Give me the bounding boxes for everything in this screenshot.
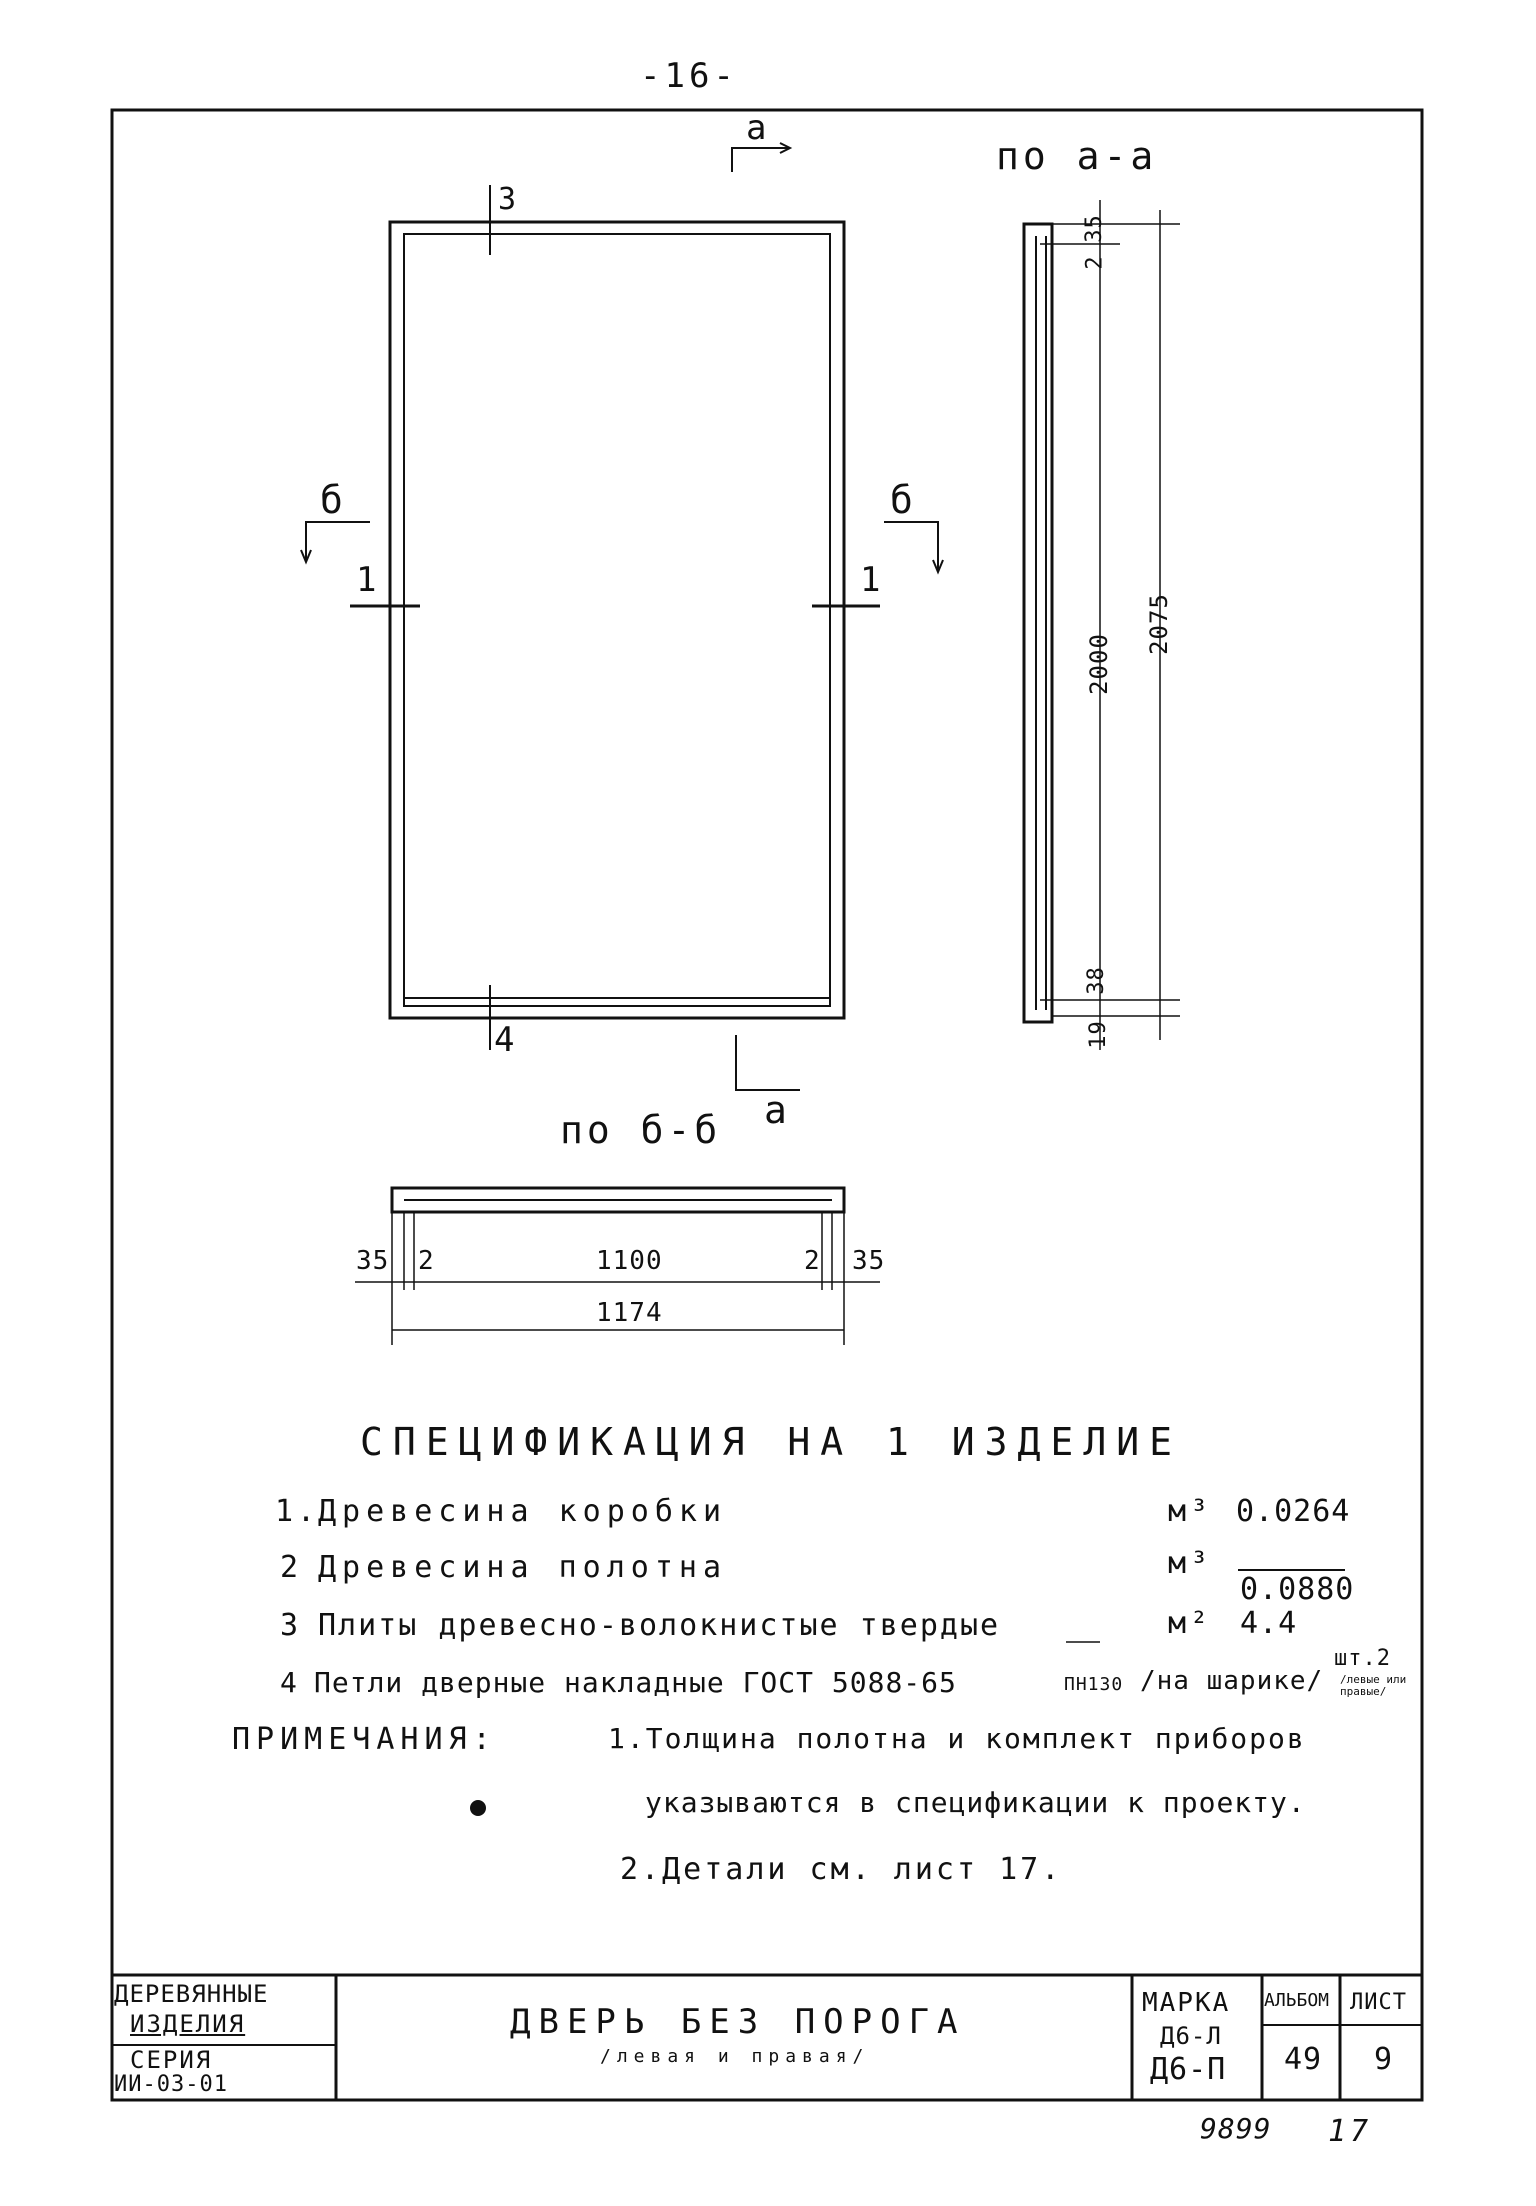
dim-bb-2-left: 2 xyxy=(418,1246,435,1276)
cut-a-bottom-label: а xyxy=(764,1088,791,1132)
spec-item-3-unit: м² xyxy=(1168,1606,1213,1641)
spec-item-2-unit: м³ xyxy=(1168,1546,1213,1581)
section-aa-title: по а-а xyxy=(996,134,1158,178)
tb-left-line-2: ИЗДЕЛИЯ xyxy=(130,2010,246,2038)
dim-aa-38: 38 xyxy=(1083,966,1109,995)
tb-col-mark: МАРКА xyxy=(1142,1988,1231,2018)
dim-bb-1100: 1100 xyxy=(596,1246,663,1276)
dim-aa-2075: 2075 xyxy=(1144,593,1173,655)
spec-item-1-value: 0.0264 xyxy=(1236,1494,1351,1529)
ink-dot xyxy=(470,1800,486,1816)
cut-a-top-label: а xyxy=(746,108,771,148)
notes-label: ПРИМЕЧАНИЯ: xyxy=(232,1722,497,1757)
dim-bb-2-right: 2 xyxy=(804,1246,821,1276)
tb-col-sheet: ЛИСТ xyxy=(1350,1990,1407,2015)
dim-aa-2: 2 xyxy=(1082,255,1108,270)
spec-item-1-name: Древесина коробки xyxy=(318,1494,728,1529)
spec-item-4-extra: /на шарике/ xyxy=(1140,1666,1324,1696)
spec-item-4-fraction: ПН130 xyxy=(1064,1674,1124,1695)
page-number: -16- xyxy=(640,56,738,96)
frame-label-1-left: 1 xyxy=(356,560,381,600)
spec-item-3-num: 3 xyxy=(280,1608,303,1643)
frame-label-1-right: 1 xyxy=(860,560,885,600)
dim-bb-1174: 1174 xyxy=(596,1298,663,1328)
spec-item-4-num: 4 xyxy=(280,1666,301,1699)
door-elevation xyxy=(301,143,943,1090)
tb-sheet: 9 xyxy=(1374,2042,1394,2077)
tb-left-line-3: СЕРИЯ xyxy=(130,2046,213,2074)
dim-aa-2000: 2000 xyxy=(1084,633,1113,695)
stamp-page: 17 xyxy=(1328,2114,1373,2149)
spec-item-1-unit: м³ xyxy=(1168,1494,1213,1529)
spec-item-2-num: 2 xyxy=(280,1550,303,1585)
tb-mark-2: Д6-П xyxy=(1150,2052,1227,2087)
dim-aa-35: 35 xyxy=(1081,214,1107,243)
dim-bb-35-right: 35 xyxy=(852,1246,886,1276)
tb-sub-title: /левая и правая/ xyxy=(600,2046,870,2067)
spec-item-3-value: 4.4 xyxy=(1240,1606,1298,1641)
notes-line-1: 1.Толщина полотна и комплект приборов xyxy=(608,1722,1306,1755)
tb-left-line-4: ИИ-03-01 xyxy=(114,2072,228,2097)
spec-item-2-name: Древесина полотна xyxy=(318,1550,728,1585)
section-bb-title: по б-б xyxy=(560,1108,722,1152)
tb-album: 49 xyxy=(1284,2042,1323,2077)
spec-title: СПЕЦИФИКАЦИЯ НА 1 ИЗДЕЛИЕ xyxy=(360,1420,1182,1464)
spec-item-3-name: Плиты древесно-волокнистые твердые xyxy=(318,1608,1001,1643)
cut-b-right-label: б xyxy=(890,478,917,522)
tb-col-album: АЛЬБОМ xyxy=(1264,1990,1330,2011)
dim-aa-19: 19 xyxy=(1085,1020,1111,1049)
spec-item-4-name: Петли дверные накладные ГОСТ 5088-65 xyxy=(314,1666,957,1699)
spec-item-2-value: 0.0880 xyxy=(1240,1572,1355,1607)
stamp-number: 9899 xyxy=(1200,2112,1272,2145)
notes-line-2: указываются в спецификации к проекту. xyxy=(645,1786,1306,1819)
tb-mark-1: Д6-Л xyxy=(1160,2022,1222,2050)
frame-label-4: 4 xyxy=(494,1020,519,1060)
tb-main-title: ДВЕРЬ БЕЗ ПОРОГА xyxy=(510,2002,966,2042)
dim-bb-35-left: 35 xyxy=(356,1246,390,1276)
spec-item-4-unit: шт.2 xyxy=(1334,1646,1391,1671)
notes-line-3: 2.Детали см. лист 17. xyxy=(620,1852,1063,1887)
spec-item-4-note: /левые или правые/ xyxy=(1340,1673,1407,1698)
cut-b-left-label: б xyxy=(320,478,347,522)
tb-left-line-1: ДЕРЕВЯННЫЕ xyxy=(114,1980,269,2008)
spec-item-1-num: 1. xyxy=(275,1494,320,1529)
frame-label-3: 3 xyxy=(498,182,521,217)
